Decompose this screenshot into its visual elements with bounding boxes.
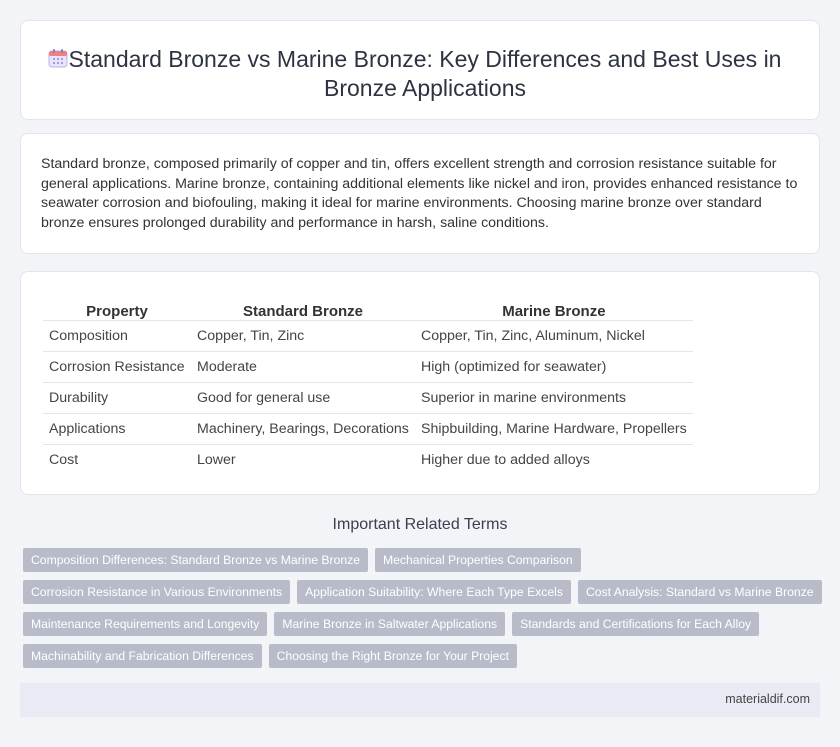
table-cell: Durability xyxy=(43,382,191,413)
related-term-tag[interactable]: Marine Bronze in Saltwater Applications xyxy=(274,612,505,636)
table-header-row xyxy=(43,296,693,320)
related-term-tag[interactable]: Cost Analysis: Standard vs Marine Bronze xyxy=(578,580,822,604)
table-cell: Copper, Tin, Zinc xyxy=(191,320,415,351)
tag-row xyxy=(23,644,823,676)
footer-site-name[interactable]: materialdif.com xyxy=(725,692,810,706)
related-term-tag[interactable]: Application Suitability: Where Each Type Excels xyxy=(297,580,571,604)
tag-row xyxy=(23,548,823,580)
related-term-tag[interactable]: Choosing the Right Bronze for Your Project xyxy=(269,644,517,668)
related-term-tag[interactable]: Corrosion Resistance in Various Environments xyxy=(23,580,290,604)
table-cell: Machinery, Bearings, Decorations xyxy=(191,413,415,444)
table-cell: Shipbuilding, Marine Hardware, Propellers xyxy=(415,413,693,444)
related-term-tag[interactable]: Composition Differences: Standard Bronze vs Marine Bronze xyxy=(23,548,368,572)
table-cell: Good for general use xyxy=(191,382,415,413)
related-term-tag[interactable]: Standards and Certifications for Each Alloy xyxy=(512,612,759,636)
related-term-tag[interactable]: Maintenance Requirements and Longevity xyxy=(23,612,267,636)
comparison-table xyxy=(43,296,693,475)
table-cell: Superior in marine environments xyxy=(415,382,693,413)
intro-paragraph: Standard bronze, composed primarily of copper and tin, offers excellent strength and corrosion resistance suitable for general applications. Marine bronze, containing additional elements like nickel and iron, provides enhanced resistance to seawater corrosion and biofouling, making it ideal for marine environments. Choosing marine bronze over standard bronze ensures prolonged durability and performance in harsh, saline conditions. xyxy=(41,156,798,231)
intro-card xyxy=(20,133,820,254)
table-cell: Moderate xyxy=(191,351,415,382)
table-cell: Applications xyxy=(43,413,191,444)
table-row xyxy=(43,351,693,382)
related-terms-tags xyxy=(23,548,823,676)
comparison-card xyxy=(20,271,820,495)
related-terms-title: Important Related Terms xyxy=(332,516,508,533)
table-row xyxy=(43,444,693,475)
table-cell: Higher due to added alloys xyxy=(415,444,693,475)
table-row xyxy=(43,320,693,351)
header-card xyxy=(20,20,820,120)
related-term-tag[interactable]: Mechanical Properties Comparison xyxy=(375,548,581,572)
table-cell: Cost xyxy=(43,444,191,475)
table-row xyxy=(43,382,693,413)
table-row xyxy=(43,413,693,444)
table-cell: Corrosion Resistance xyxy=(43,351,191,382)
footer xyxy=(20,683,820,717)
table-cell: High (optimized for seawater) xyxy=(415,351,693,382)
related-term-tag[interactable]: Machinability and Fabrication Differences xyxy=(23,644,262,668)
header-standard-bronze: Standard Bronze xyxy=(242,302,363,320)
header-marine-bronze: Marine Bronze xyxy=(502,302,606,320)
table-cell: Lower xyxy=(191,444,415,475)
header-property: Property xyxy=(86,302,148,320)
table-cell: Composition xyxy=(43,320,191,351)
tag-row xyxy=(23,580,823,612)
table-cell: Copper, Tin, Zinc, Aluminum, Nickel xyxy=(415,320,693,351)
tag-row xyxy=(23,612,823,644)
page-title: Standard Bronze vs Marine Bronze: Key Differences and Best Uses in Bronze Applications xyxy=(68,46,782,101)
